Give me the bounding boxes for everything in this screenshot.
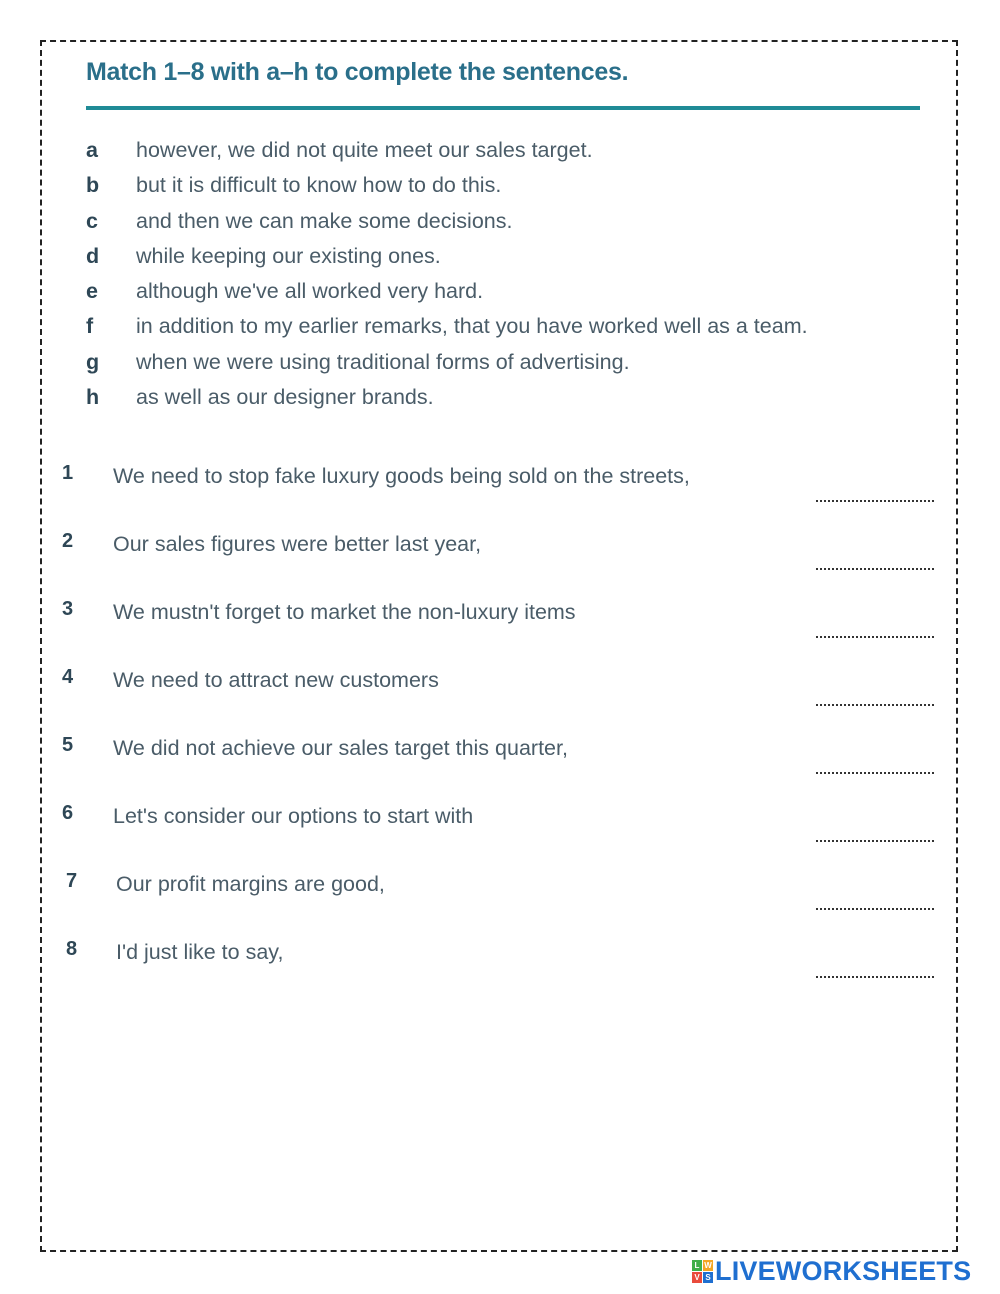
- sentence-number: 2: [62, 530, 74, 552]
- option-text: when we were using traditional forms of advertising.: [136, 349, 630, 374]
- sentence-number: 8: [66, 938, 78, 960]
- sentence-text: We mustn't forget to market the non-luxury items: [113, 600, 576, 624]
- option-letter: a: [86, 138, 98, 162]
- logo-mark-tile: W: [704, 1261, 712, 1270]
- sentence-text: We need to stop fake luxury goods being sold on the streets,: [113, 464, 690, 488]
- option-g: [86, 350, 956, 385]
- title-underline: [86, 106, 920, 110]
- sentence-text: I'd just like to say,: [116, 940, 284, 964]
- option-a: [86, 138, 956, 173]
- sentence-text: We did not achieve our sales target this quarter,: [113, 736, 568, 760]
- option-letter: d: [86, 243, 100, 268]
- option-letter: g: [86, 349, 100, 374]
- option-h: [86, 385, 956, 420]
- logo-mark-icon: [692, 1260, 713, 1283]
- option-letter: c: [86, 208, 98, 233]
- option-letter: e: [86, 279, 98, 304]
- option-letter: f: [86, 314, 94, 339]
- sentence-item-8: [62, 934, 942, 1002]
- sentence-item-4: [62, 662, 942, 730]
- sentence-number: 1: [62, 462, 74, 484]
- sentence-number: 3: [62, 598, 74, 620]
- option-f: [86, 314, 956, 349]
- answer-field-7[interactable]: [816, 908, 934, 910]
- option-text: although we've all worked very hard.: [136, 279, 484, 304]
- answer-field-3[interactable]: [816, 636, 934, 638]
- logo-mark-tile: L: [692, 1260, 702, 1271]
- option-text: but it is difficult to know how to do this.: [136, 173, 502, 198]
- sentence-item-3: [62, 594, 942, 662]
- sentence-text: We need to attract new customers: [113, 668, 439, 692]
- sentence-text: Our sales figures were better last year,: [113, 532, 482, 556]
- sentence-number: 5: [62, 734, 74, 756]
- logo-text: LIVEWORKSHEETS: [715, 1256, 972, 1286]
- sentence-number: 4: [62, 666, 74, 688]
- logo-mark-tile: V: [692, 1272, 702, 1283]
- option-text: in addition to my earlier remarks, that you have worked well as a team.: [136, 314, 808, 339]
- option-text: and then we can make some decisions.: [136, 208, 513, 233]
- option-c: [86, 209, 956, 244]
- sentence-number: 7: [66, 870, 78, 892]
- sentence-text: Let's consider our options to start with: [113, 804, 474, 828]
- sentence-item-5: [62, 730, 942, 798]
- options-list: [86, 138, 956, 420]
- answer-field-1[interactable]: [816, 500, 934, 502]
- option-e: [86, 279, 956, 314]
- page-title: Match 1–8 with a–h to complete the sentences.: [86, 58, 629, 86]
- sentence-item-2: [62, 526, 942, 594]
- option-text: while keeping our existing ones.: [136, 243, 441, 268]
- option-b: [86, 173, 956, 208]
- sentence-item-1: [62, 458, 942, 526]
- option-text: as well as our designer brands.: [136, 385, 434, 410]
- answer-field-6[interactable]: [816, 840, 934, 842]
- option-d: [86, 244, 956, 279]
- option-letter: h: [86, 385, 100, 410]
- sentence-item-6: [62, 798, 942, 866]
- option-text: however, we did not quite meet our sales target.: [136, 138, 593, 162]
- answer-field-4[interactable]: [816, 704, 934, 706]
- sentence-number: 6: [62, 802, 74, 824]
- sentence-item-7: [62, 866, 942, 934]
- answer-field-2[interactable]: [816, 568, 934, 570]
- sentence-text: Our profit margins are good,: [116, 872, 385, 896]
- sentence-list: [62, 458, 942, 1002]
- answer-field-8[interactable]: [816, 976, 934, 978]
- liveworksheets-logo: [692, 1256, 971, 1287]
- answer-field-5[interactable]: [816, 772, 934, 774]
- option-letter: b: [86, 173, 100, 198]
- logo-mark-tile: S: [703, 1272, 713, 1283]
